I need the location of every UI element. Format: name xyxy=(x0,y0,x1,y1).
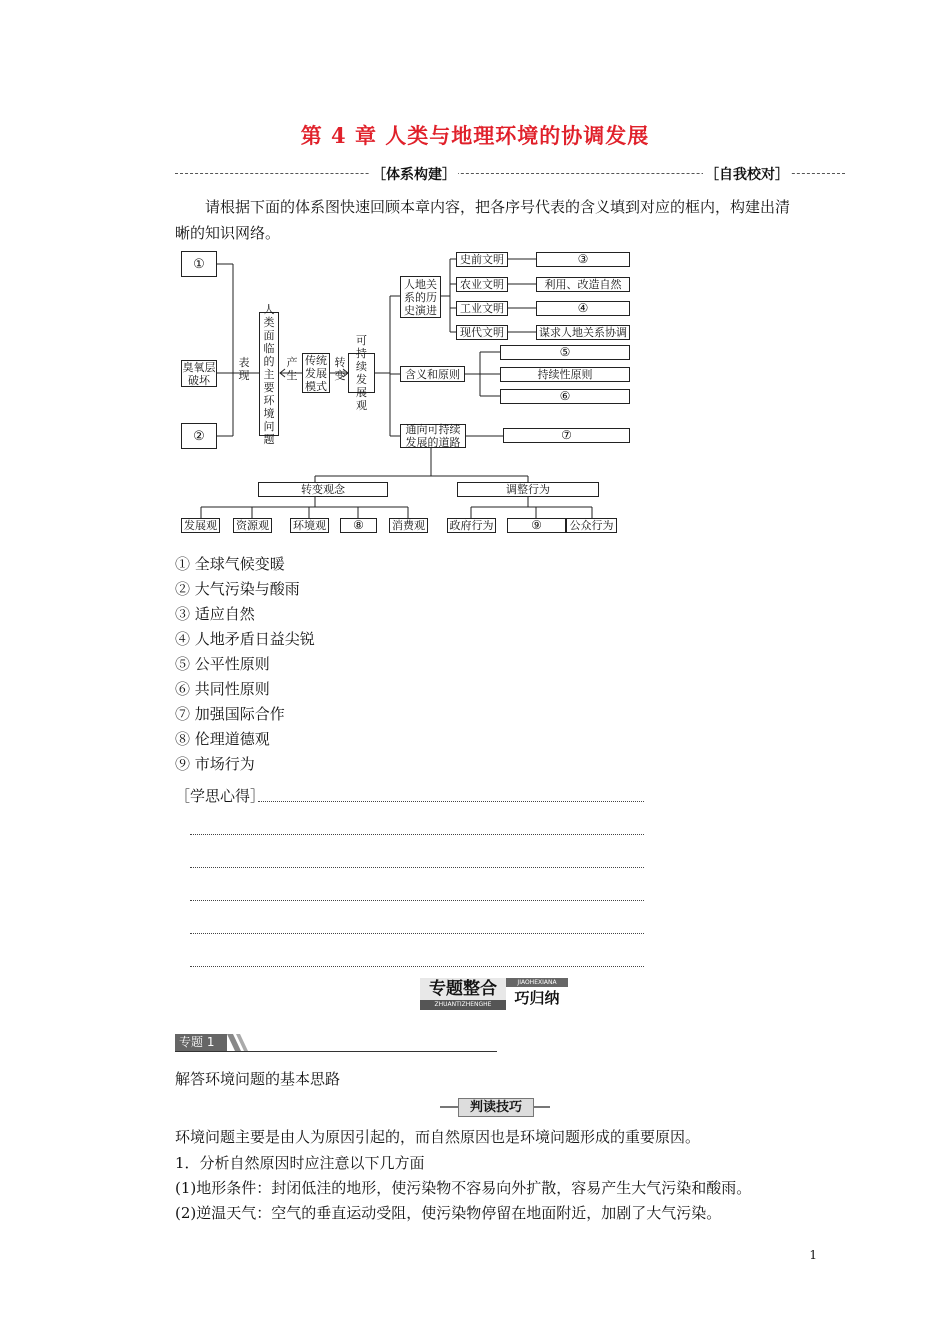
answer-item: ⑦ 加强国际合作 xyxy=(175,705,285,723)
blank-box-5: ⑤ xyxy=(500,345,630,360)
notes-line xyxy=(258,801,644,802)
blank-box-8: ⑧ xyxy=(340,518,377,533)
topic-tag: 专题 1 xyxy=(175,1034,227,1051)
era-industrial: 工业文明 xyxy=(456,301,508,316)
era-prehistoric: 史前文明 xyxy=(456,252,508,267)
answer-item: ③ 适应自然 xyxy=(175,605,255,623)
topic-title: 解答环境问题的基本思路 xyxy=(175,1070,341,1088)
topic-tag-bar xyxy=(175,1034,497,1054)
study-notes-label: ［学思心得］ xyxy=(175,787,266,805)
public-behavior: 公众行为 xyxy=(566,518,617,533)
modern-result-box: 谋求人地关系协调 xyxy=(536,325,630,340)
notes-line xyxy=(190,834,644,835)
skill-tag xyxy=(440,1098,550,1118)
banner-right-text: 巧归纳 xyxy=(514,989,560,1007)
blank-box-6: ⑥ xyxy=(500,389,630,404)
diagram-connectors xyxy=(0,0,950,540)
main-problems-box: 人类面临的主要环境问题 xyxy=(259,312,279,436)
answer-item: ① 全球气候变暖 xyxy=(175,555,285,573)
banner-left-text: 专题整合 xyxy=(420,978,506,1000)
traditional-model-box: 传统发展模式 xyxy=(302,353,330,393)
intro-line-2: 晰的知识网络。 xyxy=(175,224,281,242)
topic-rule xyxy=(175,1051,497,1052)
banner-bottom-small: ZHUANTIZHENGHE xyxy=(420,1000,506,1010)
label-chansheng: 产生 xyxy=(286,356,298,382)
relation-history-box: 人地关系的历史演进 xyxy=(400,276,441,318)
topic-integration-banner xyxy=(420,976,570,1012)
answer-item: ⑤ 公平性原则 xyxy=(175,655,270,673)
page-number: 1 xyxy=(809,1248,817,1262)
change-concept-box: 转变观念 xyxy=(258,482,388,497)
blank-box-7: ⑦ xyxy=(503,428,630,443)
body-paragraph: (2)逆温天气：空气的垂直运动受阻，使污染物停留在地面附近，加剧了大气污染。 xyxy=(175,1204,722,1222)
body-paragraph: 环境问题主要是由人为原因引起的，而自然原因也是环境问题形成的重要原因。 xyxy=(175,1128,701,1146)
tag-stripes-icon xyxy=(227,1034,251,1051)
meaning-principles-box: 含义和原则 xyxy=(400,366,465,382)
notes-line xyxy=(190,867,644,868)
label-zhuanbian: 转变 xyxy=(334,356,346,382)
road-box: 通向可持续发展的道路 xyxy=(400,424,466,448)
notes-line xyxy=(190,933,644,934)
body-paragraph: (1)地形条件：封闭低洼的地形，使污染物不容易向外扩散，容易产生大气污染和酸雨。 xyxy=(175,1179,752,1197)
blank-box-9: ⑨ xyxy=(507,518,566,533)
intro-line-1: 请根据下面的体系图快速回顾本章内容，把各序号代表的含义填到对应的框内，构建出清 xyxy=(205,198,791,216)
notes-line xyxy=(190,966,644,967)
concept-diagram xyxy=(0,0,950,540)
era-agricultural: 农业文明 xyxy=(456,277,508,292)
view-resources: 资源观 xyxy=(233,518,272,533)
view-environment: 环境观 xyxy=(290,518,329,533)
blank-box-1: ① xyxy=(181,251,217,277)
agri-result-box: 利用、改造自然 xyxy=(536,277,630,292)
blank-box-2: ② xyxy=(181,423,217,449)
label-biaoxian: 表现 xyxy=(238,356,250,382)
section-tag-self-check: ［自我校对］ xyxy=(703,164,791,184)
answer-item: ⑧ 伦理道德观 xyxy=(175,730,270,748)
era-modern: 现代文明 xyxy=(456,325,508,340)
answer-item: ⑨ 市场行为 xyxy=(175,755,255,773)
skill-tag-label: 判读技巧 xyxy=(458,1098,534,1117)
sustainable-view-box: 可持续发展观 xyxy=(348,353,375,393)
answer-list xyxy=(175,552,315,777)
view-consumption: 消费观 xyxy=(389,518,428,533)
blank-box-4: ④ xyxy=(536,301,630,316)
view-development: 发展观 xyxy=(181,518,220,533)
answer-item: ⑥ 共同性原则 xyxy=(175,680,270,698)
notes-line xyxy=(190,900,644,901)
answer-item: ④ 人地矛盾日益尖锐 xyxy=(175,630,315,648)
government-behavior: 政府行为 xyxy=(447,518,496,533)
page-title: 第 4 章 人类与地理环境的协调发展 xyxy=(300,123,650,148)
body-heading: 1．分析自然原因时应注意以下几方面 xyxy=(175,1154,425,1172)
blank-box-3: ③ xyxy=(536,252,630,267)
answer-item: ② 大气污染与酸雨 xyxy=(175,580,300,598)
adjust-behavior-box: 调整行为 xyxy=(457,482,599,497)
ozone-box: 臭氧层破坏 xyxy=(182,360,216,387)
sustain-principle-box: 持续性原则 xyxy=(500,367,630,382)
banner-top-small: JIAOHEXIANA xyxy=(506,978,568,987)
section-tag-system: ［体系构建］ xyxy=(370,164,458,184)
